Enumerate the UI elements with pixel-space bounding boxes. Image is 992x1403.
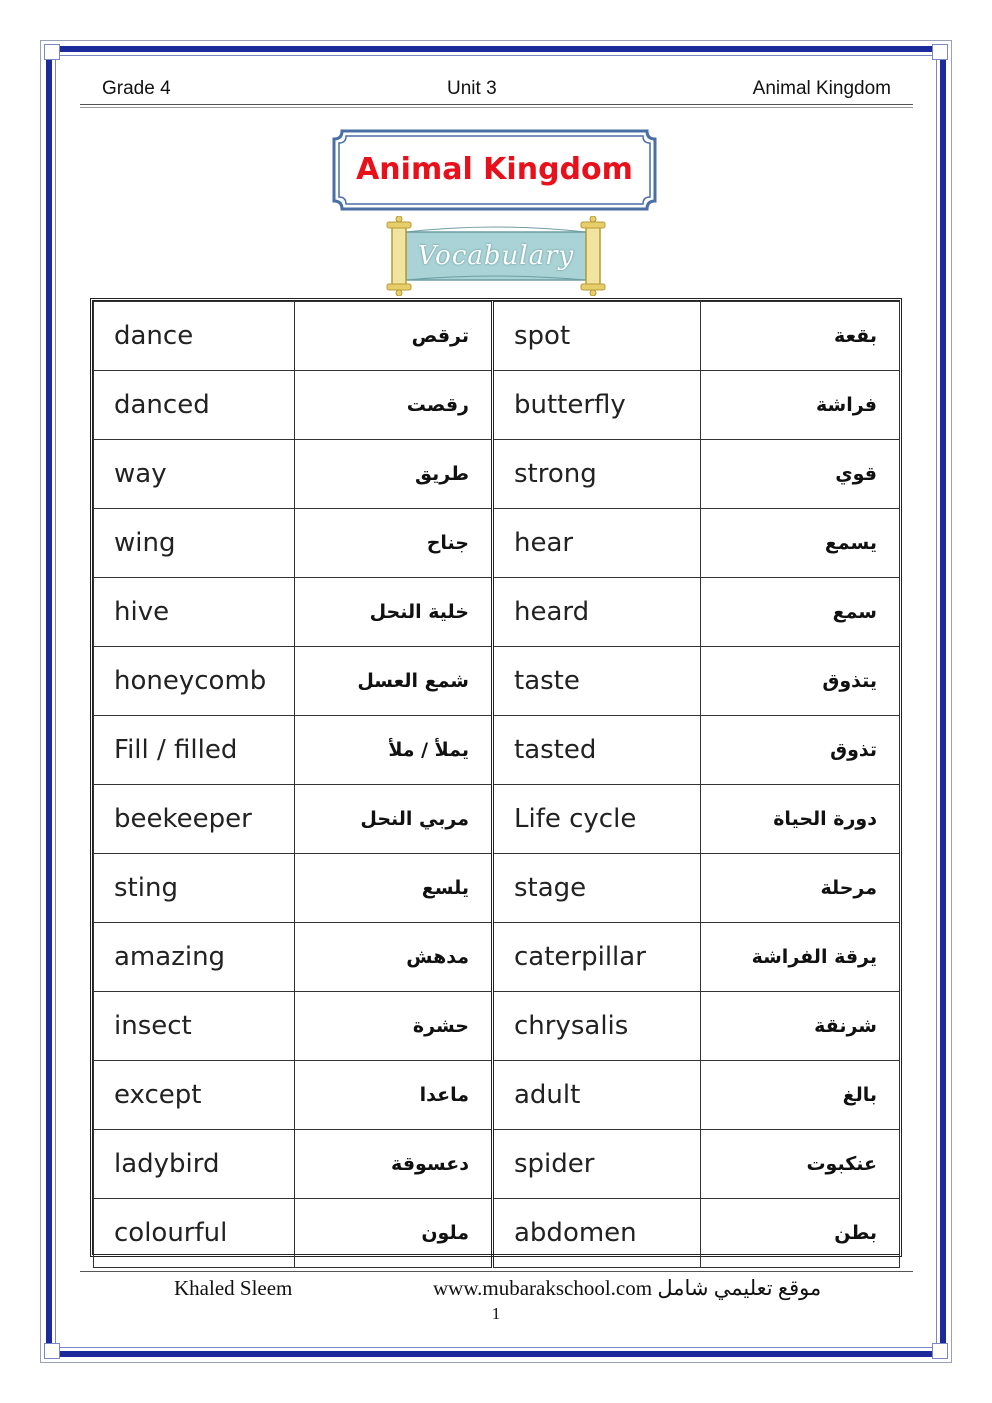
english-word: hive	[94, 578, 295, 647]
page-number: 1	[491, 1304, 501, 1323]
vocabulary-table	[90, 298, 902, 1257]
arabic-translation: شرنقة	[701, 992, 900, 1061]
table-row	[94, 1199, 900, 1268]
table-row	[94, 578, 900, 647]
arabic-translation: فراشة	[701, 371, 900, 440]
arabic-translation: شمع العسل	[295, 647, 493, 716]
arabic-translation: بقعة	[701, 302, 900, 371]
table-row	[94, 854, 900, 923]
arabic-translation: ملون	[295, 1199, 493, 1268]
arabic-translation: مربي النحل	[295, 785, 493, 854]
banner-label: Vocabulary	[417, 241, 575, 271]
english-word: amazing	[94, 923, 295, 992]
footer-website: www.mubarakschool.com موقع تعليمي شامل	[433, 1276, 822, 1300]
english-word: ladybird	[94, 1130, 295, 1199]
table-row	[94, 302, 900, 371]
english-word: Life cycle	[493, 785, 701, 854]
english-word: insect	[94, 992, 295, 1061]
english-word: abdomen	[493, 1199, 701, 1268]
english-word: honeycomb	[94, 647, 295, 716]
table-row	[94, 923, 900, 992]
arabic-translation: دعسوقة	[295, 1130, 493, 1199]
english-word: chrysalis	[493, 992, 701, 1061]
english-word: except	[94, 1061, 295, 1130]
border-corner	[932, 44, 948, 60]
footer-author: Khaled Sleem	[174, 1276, 293, 1300]
english-word: strong	[493, 440, 701, 509]
arabic-translation: يملأ / ملأ	[295, 716, 493, 785]
arabic-translation: يسمع	[701, 509, 900, 578]
arabic-translation: سمع	[701, 578, 900, 647]
vocabulary-banner	[380, 216, 612, 296]
header-grade: Grade 4	[102, 78, 171, 99]
english-word: hear	[493, 509, 701, 578]
title-box	[332, 129, 657, 211]
english-word: colourful	[94, 1199, 295, 1268]
arabic-translation: مرحلة	[701, 854, 900, 923]
header-unit: Unit 3	[447, 78, 497, 99]
english-word: butterfly	[493, 371, 701, 440]
english-word: heard	[493, 578, 701, 647]
header-divider	[80, 104, 913, 105]
english-word: tasted	[493, 716, 701, 785]
table-row	[94, 647, 900, 716]
arabic-translation: يرقة الفراشة	[701, 923, 900, 992]
arabic-translation: قوي	[701, 440, 900, 509]
arabic-translation: حشرة	[295, 992, 493, 1061]
english-word: way	[94, 440, 295, 509]
arabic-translation: رقصت	[295, 371, 493, 440]
arabic-translation: تذوق	[701, 716, 900, 785]
header-divider	[80, 107, 913, 108]
table-row	[94, 509, 900, 578]
arabic-translation: جناح	[295, 509, 493, 578]
table-row	[94, 371, 900, 440]
table-row	[94, 785, 900, 854]
english-word: caterpillar	[493, 923, 701, 992]
english-word: beekeeper	[94, 785, 295, 854]
english-word: dance	[94, 302, 295, 371]
english-word: Fill / filled	[94, 716, 295, 785]
english-word: taste	[493, 647, 701, 716]
arabic-translation: يلسع	[295, 854, 493, 923]
arabic-translation: ماعدا	[295, 1061, 493, 1130]
english-word: spot	[493, 302, 701, 371]
table-row	[94, 716, 900, 785]
arabic-translation: دورة الحياة	[701, 785, 900, 854]
table-row	[94, 440, 900, 509]
english-word: danced	[94, 371, 295, 440]
arabic-translation: يتذوق	[701, 647, 900, 716]
arabic-translation: بطن	[701, 1199, 900, 1268]
footer-divider	[80, 1271, 913, 1272]
table-row	[94, 1130, 900, 1199]
english-word: wing	[94, 509, 295, 578]
border-corner	[932, 1343, 948, 1359]
arabic-translation: خلية النحل	[295, 578, 493, 647]
english-word: sting	[94, 854, 295, 923]
arabic-translation: ترقص	[295, 302, 493, 371]
border-corner	[44, 1343, 60, 1359]
table-row	[94, 992, 900, 1061]
header-topic: Animal Kingdom	[752, 78, 891, 99]
arabic-translation: طريق	[295, 440, 493, 509]
english-word: spider	[493, 1130, 701, 1199]
border-corner	[44, 44, 60, 60]
arabic-translation: مدهش	[295, 923, 493, 992]
arabic-translation: عنكبوت	[701, 1130, 900, 1199]
table-row	[94, 1061, 900, 1130]
english-word: stage	[493, 854, 701, 923]
page-title: Animal Kingdom	[356, 152, 633, 187]
english-word: adult	[493, 1061, 701, 1130]
arabic-translation: بالغ	[701, 1061, 900, 1130]
page-header	[80, 76, 913, 104]
